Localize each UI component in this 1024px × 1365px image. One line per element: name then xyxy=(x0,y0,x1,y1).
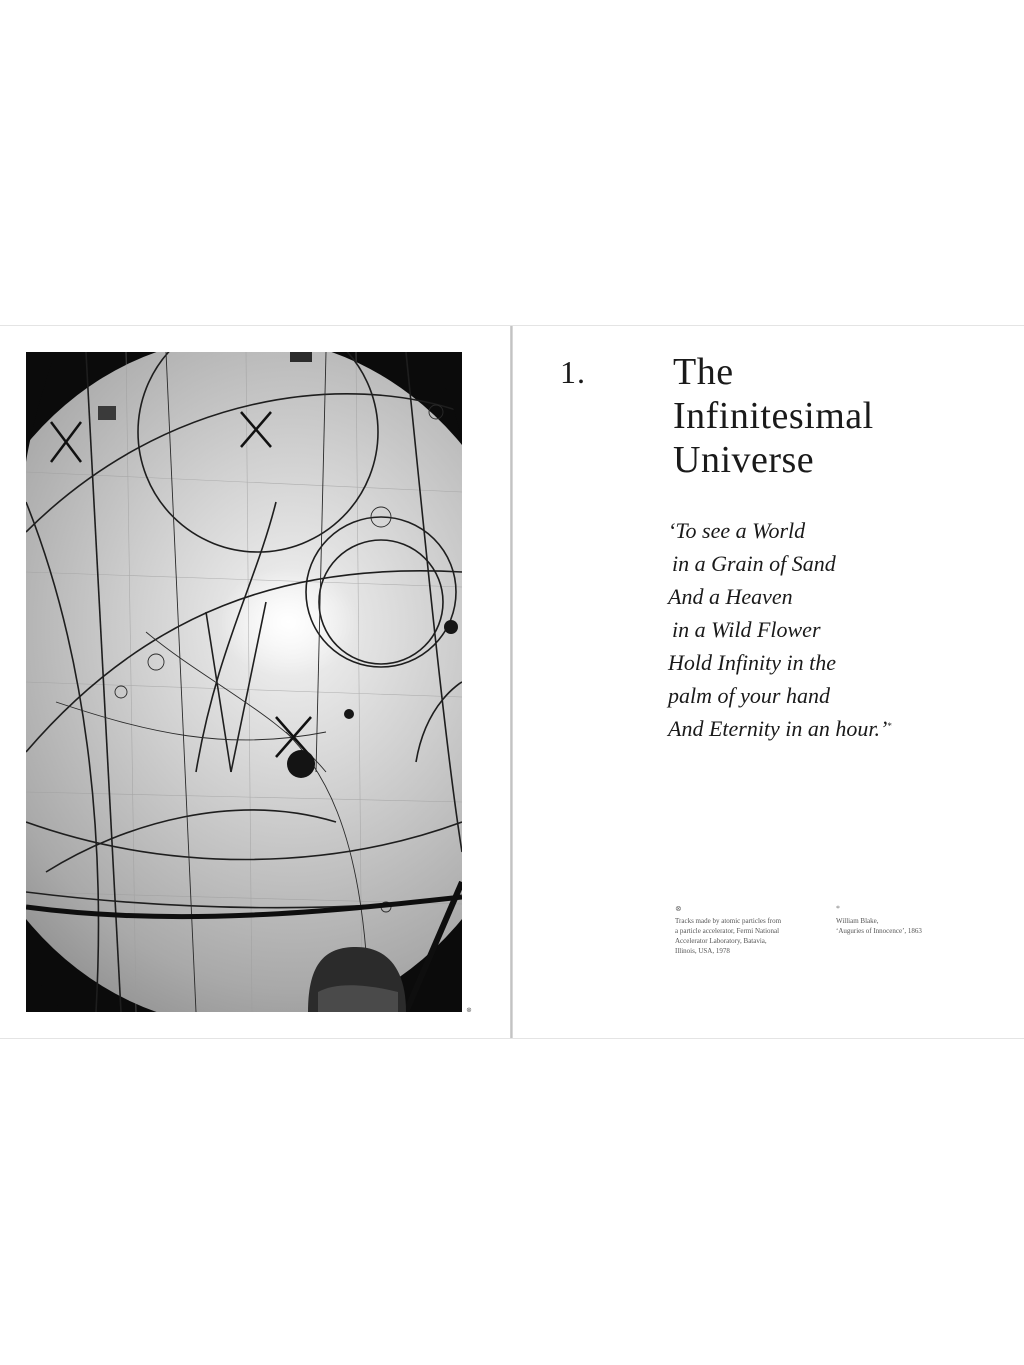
chapter-number: 1. xyxy=(560,354,586,390)
quote-line: in a Wild Flower xyxy=(672,617,821,642)
particle-tracks-image xyxy=(26,352,462,1012)
note-line: ‘Auguries of Innocence’, 1863 xyxy=(836,927,922,935)
book-spread xyxy=(0,325,1024,1039)
quote-line: Hold Infinity in the xyxy=(668,650,837,675)
note-line: Accelerator Laboratory, Batavia, xyxy=(675,937,767,945)
quote-source-note xyxy=(836,904,956,936)
quote-line: And Eternity in an hour.’ xyxy=(668,716,888,741)
chapter-title-line: The xyxy=(673,351,734,393)
note-line: a particle accelerator, Fermi National xyxy=(675,927,780,935)
asterisk-icon: * xyxy=(836,904,840,913)
left-page xyxy=(0,326,510,1038)
chapter-title-line: Universe xyxy=(673,439,815,481)
epigraph-quote xyxy=(668,514,998,745)
quote-line: And a Heaven xyxy=(668,584,793,609)
photo-caption-marker: ⊗ xyxy=(466,1006,472,1014)
quote-line: palm of your hand xyxy=(668,683,830,708)
note-line: Tracks made by atomic particles from xyxy=(675,917,782,925)
photo-marker-icon: ⊗ xyxy=(675,904,682,913)
footnote-mark: * xyxy=(887,721,892,731)
chapter-title xyxy=(673,350,1013,482)
quote-last-line xyxy=(668,712,998,745)
quote-line: ‘To see a World xyxy=(668,518,806,543)
note-line: Illinois, USA, 1978 xyxy=(675,947,730,955)
chapter-title-line: Infinitesimal xyxy=(673,395,874,437)
quote-line: in a Grain of Sand xyxy=(672,551,836,576)
bubble-chamber-photo xyxy=(26,352,462,1012)
right-page xyxy=(513,326,1024,1038)
note-line: William Blake, xyxy=(836,917,879,925)
photo-caption-note xyxy=(675,904,807,956)
